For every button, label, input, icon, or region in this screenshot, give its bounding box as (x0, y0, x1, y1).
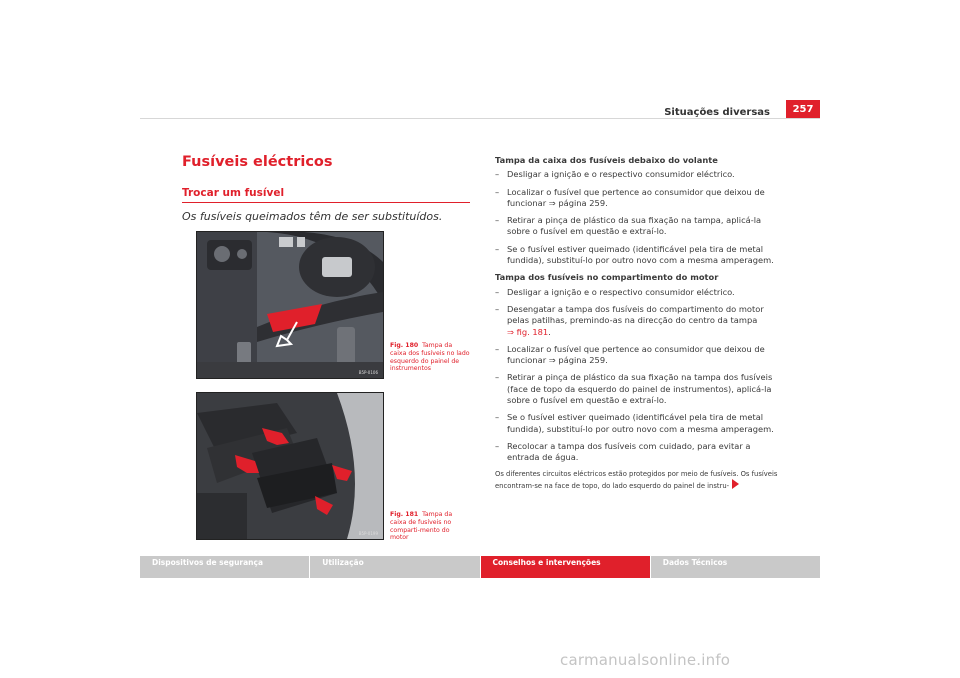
watermark: carmanualsonline.info (560, 651, 731, 669)
step-text: Retirar a pinça de plástico da sua fixação na tampa dos fusíveis (face de topo da esquerdo do painel de instrumentos), aplicá-la sobre o fusível em questão e extraí-lo. (507, 372, 773, 406)
procedure-step (495, 372, 785, 406)
procedure-step (495, 441, 785, 464)
note-paragraph (495, 470, 785, 492)
intro-text: Os fusíveis queimados têm de ser substituídos. (182, 210, 443, 223)
header-rule (140, 118, 820, 119)
step-text: Desligar a ignição e o respectivo consumidor eléctrico. (507, 169, 735, 180)
figure-label: Fig. 181 (390, 511, 419, 518)
figure-reference-link[interactable]: ⇒ fig. 181 (507, 326, 549, 337)
step-dash: – (495, 372, 500, 383)
figure-code: B5P-0199 (358, 531, 378, 536)
step-dash: – (495, 440, 500, 451)
procedure-heading: Tampa da caixa dos fusíveis debaixo do volante (495, 155, 718, 165)
step-text: Se o fusível estiver queimado (identificável pela tira de metal fundida), substituí-lo por outro novo com a mesma amperagem. (507, 412, 774, 434)
procedure-step (495, 412, 785, 435)
continue-arrow-icon (732, 479, 739, 489)
section-title: Fusíveis eléctricos (182, 154, 333, 170)
section-subtitle: Trocar um fusível (182, 187, 285, 199)
step-dash: – (495, 169, 500, 180)
step-dash: – (495, 412, 500, 423)
tab-conselhos-e-intervencoes[interactable]: Conselhos e intervenções (481, 556, 650, 578)
procedure-step (495, 169, 785, 180)
footer-nav (140, 556, 820, 578)
step-text: Recolocar a tampa dos fusíveis com cuidado, para evitar a entrada de água. (507, 440, 751, 463)
step-text: Desengatar a tampa dos fusíveis do compartimento do motor pelas patilhas, premindo-as na direcção do centro da tampa (507, 303, 764, 326)
step-dash: – (495, 343, 500, 354)
procedure-step (495, 187, 785, 210)
step-dash: – (495, 286, 500, 297)
step-dash: – (495, 243, 500, 254)
step-dash: – (495, 215, 500, 226)
procedure-heading: Tampa dos fusíveis no compartimento do motor (495, 272, 719, 283)
step-dash: – (495, 303, 500, 314)
step-text: Desligar a ignição e o respectivo consumidor eléctrico. (507, 286, 735, 297)
figure-caption-text: Tampa da caixa de fusíveis no comparti-mento do motor (390, 511, 453, 542)
tab-dispositivos-de-seguranca[interactable]: Dispositivos de segurança (140, 556, 309, 578)
note-text: Os diferentes circuitos eléctricos estão protegidos por meio de fusíveis. Os fusíveis encontram-se na face de topo, do lado esquerdo do painel de instru- (495, 469, 778, 491)
subtitle-rule (182, 202, 470, 203)
procedure-step (495, 244, 785, 267)
step-dash: – (495, 186, 500, 197)
page-number: 257 (786, 100, 820, 118)
procedure-step: – Desengatar a tampa dos fusíveis do compartimento do motor pelas patilhas, premindo-as na direcção do centro da tampa ⇒ fig. 181. (495, 303, 764, 337)
figure-caption-text: Tampa da caixa dos fusíveis no lado esquerdo do painel de instrumentos (390, 342, 470, 373)
figure-caption (390, 342, 470, 373)
tab-utilizacao[interactable]: Utilização (310, 556, 479, 578)
step-text: Retirar a pinça de plástico da sua fixação na tampa, aplicá-la sobre o fusível em questão e extraí-lo. (507, 215, 762, 237)
procedure-column (495, 155, 785, 492)
tab-dados-tecnicos[interactable]: Dados Técnicos (651, 556, 820, 578)
figure-caption (390, 511, 470, 542)
step-text: Localizar o fusível que pertence ao consumidor que deixou de funcionar ⇒ página 259. (507, 186, 765, 208)
figure-code: B5P-0106 (358, 370, 378, 375)
figure-label: Fig. 180 (390, 342, 419, 349)
procedure-step (495, 344, 785, 367)
step-text: Se o fusível estiver queimado (identificável pela tira de metal fundida), substituí-lo por outro novo com a mesma amperagem. (507, 243, 774, 266)
procedure-step (495, 215, 785, 238)
figure-engine-fuse-cover (196, 392, 384, 540)
running-title: Situações diversas (664, 107, 770, 118)
figure-dashboard-fuse-cover (196, 231, 384, 379)
procedure-step (495, 287, 785, 298)
step-text: Localizar o fusível que pertence ao consumidor que deixou de funcionar ⇒ página 259. (507, 343, 765, 366)
